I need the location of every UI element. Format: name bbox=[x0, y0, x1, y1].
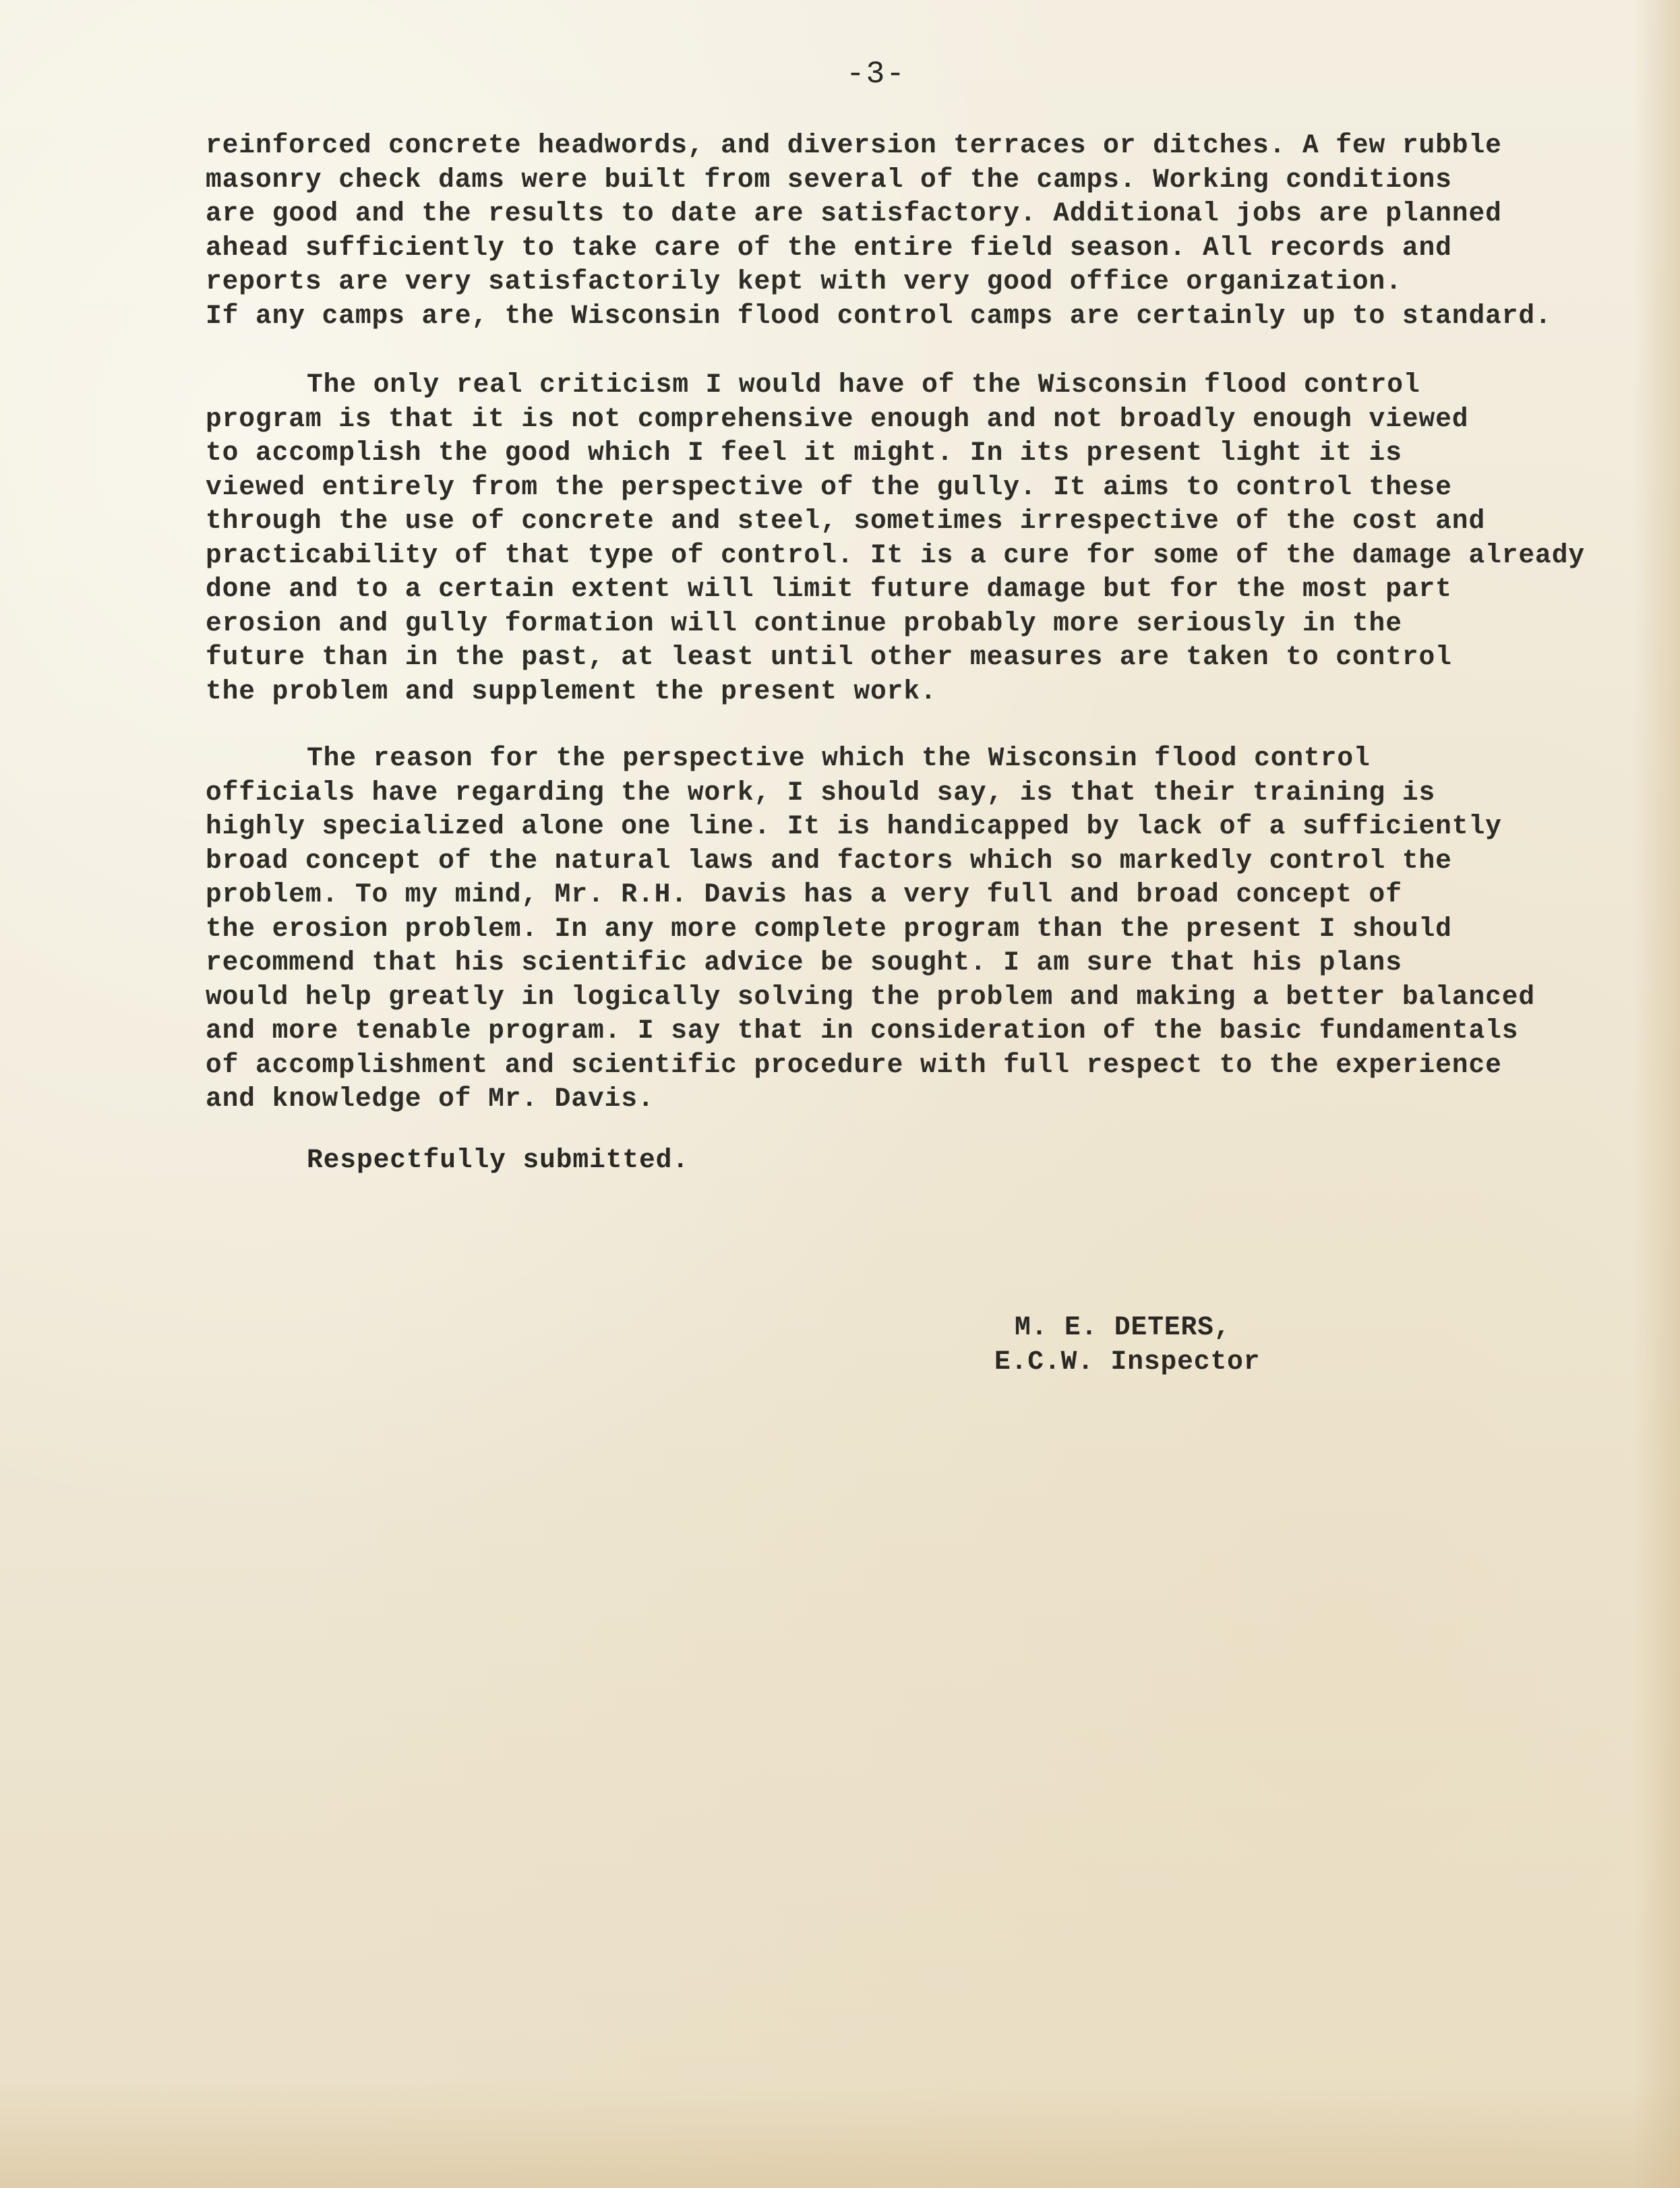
text-line: are good and the results to date are satisfactory. Additional jobs are planned bbox=[206, 198, 1502, 229]
text-line: erosion and gully formation will continue probably more seriously in the bbox=[206, 608, 1402, 639]
paragraph-recommendation bbox=[206, 742, 1535, 1117]
text-line: the problem and supplement the present work. bbox=[206, 676, 937, 707]
text-line: broad concept of the natural laws and factors which so markedly control the bbox=[206, 845, 1452, 876]
page-bottom-shading bbox=[0, 2080, 1680, 2188]
paragraph-criticism bbox=[206, 368, 1585, 709]
page-edge-shading bbox=[1633, 0, 1680, 2188]
text-line: to accomplish the good which I feel it might. In its present light it is bbox=[206, 438, 1402, 468]
text-line: practicability of that type of control. It is a cure for some of the damage already bbox=[206, 539, 1586, 570]
text-line: The only real criticism I would have of the Wisconsin flood control bbox=[307, 369, 1420, 400]
text-line: masonry check dams were built from several of the camps. Working conditions bbox=[206, 164, 1452, 195]
text-line: The reason for the perspective which the Wisconsin flood control bbox=[307, 743, 1371, 773]
text-line: ahead sufficiently to take care of the entire field season. All records and bbox=[206, 232, 1452, 263]
text-line: recommend that his scientific advice be sought. I am sure that his plans bbox=[206, 947, 1402, 978]
text-line: highly specialized alone one line. It is handicapped by lack of a sufficiently bbox=[206, 811, 1502, 841]
text-line: officials have regarding the work, I should say, is that their training is bbox=[206, 777, 1436, 808]
text-line: viewed entirely from the perspective of the gully. It aims to control these bbox=[206, 471, 1452, 502]
text-line: program is that it is not comprehensive enough and not broadly enough viewed bbox=[206, 403, 1469, 434]
text-line: reinforced concrete headwords, and diversion terraces or ditches. A few rubble bbox=[206, 130, 1502, 160]
text-line: problem. To my mind, Mr. R.H. Davis has a very full and broad concept of bbox=[206, 879, 1402, 910]
page-number: -3- bbox=[846, 57, 906, 92]
text-line: done and to a certain extent will limit future damage but for the most part bbox=[206, 574, 1452, 604]
signature-block bbox=[994, 1310, 1260, 1379]
closing-phrase: Respectfully submitted. bbox=[307, 1145, 689, 1175]
paragraph-camp-conditions bbox=[206, 129, 1552, 333]
text-line: would help greatly in logically solving the problem and making a better balanced bbox=[206, 981, 1536, 1012]
text-line: the erosion problem. In any more complete program than the present I should bbox=[206, 913, 1452, 944]
text-line: of accomplishment and scientific procedure with full respect to the experience bbox=[206, 1049, 1502, 1080]
text-line: and knowledge of Mr. Davis. bbox=[206, 1084, 655, 1114]
text-line: If any camps are, the Wisconsin flood control camps are certainly up to standard. bbox=[206, 300, 1552, 331]
text-line: future than in the past, at least until other measures are taken to control bbox=[206, 642, 1452, 672]
text-line: reports are very satisfactorily kept with very good office organization. bbox=[206, 266, 1402, 297]
text-line: and more tenable program. I say that in consideration of the basic fundamentals bbox=[206, 1015, 1519, 1046]
text-line: through the use of concrete and steel, sometimes irrespective of the cost and bbox=[206, 506, 1486, 536]
signatory-title: E.C.W. Inspector bbox=[994, 1347, 1261, 1377]
signatory-name: M. E. DETERS, bbox=[1015, 1312, 1231, 1342]
